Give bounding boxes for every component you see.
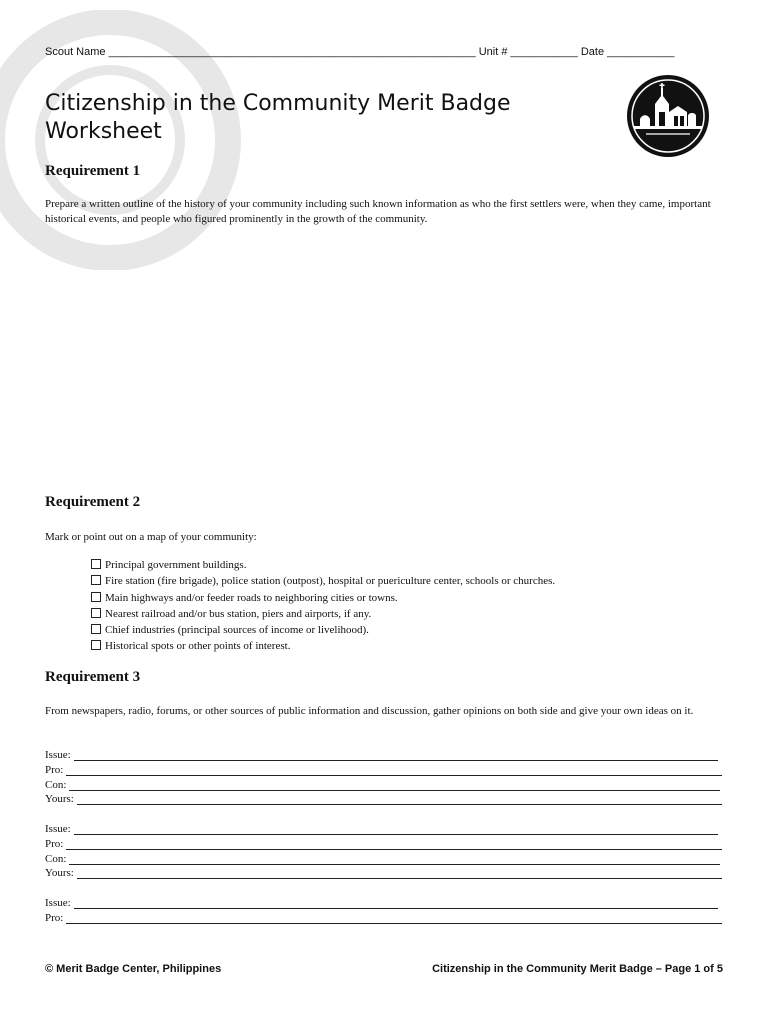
checklist-item[interactable] <box>91 573 555 589</box>
pro-field[interactable] <box>45 911 722 925</box>
issue-label: Issue: <box>45 749 71 761</box>
checklist-item-label: Chief industries (principal sources of income or livelihood). <box>105 624 369 637</box>
checkbox-icon[interactable] <box>91 592 101 602</box>
checklist-item-label: Main highways and/or feeder roads to neighboring cities or towns. <box>105 591 398 604</box>
yours-label: Yours: <box>45 793 74 805</box>
con-field[interactable] <box>45 778 720 792</box>
answer-line[interactable] <box>74 898 718 909</box>
answer-line[interactable] <box>74 750 718 761</box>
answer-line[interactable] <box>69 854 720 865</box>
checkbox-icon[interactable] <box>91 624 101 634</box>
page-title <box>45 90 605 146</box>
answer-line[interactable] <box>77 794 722 805</box>
pro-field[interactable] <box>45 763 722 777</box>
answer-line[interactable] <box>77 868 722 879</box>
requirement-1-answer-area[interactable] <box>45 240 725 480</box>
scout-name-unit-date-line[interactable]: Scout Name ____________________________________________________________ Unit # ___________ Date ___________ <box>45 46 675 58</box>
pro-field[interactable] <box>45 837 722 851</box>
requirement-2-heading: Requirement 2 <box>45 494 141 510</box>
yours-label: Yours: <box>45 867 74 879</box>
checkbox-icon[interactable] <box>91 608 101 618</box>
answer-line[interactable] <box>66 839 722 850</box>
checklist-item-label: Principal government buildings. <box>105 559 247 571</box>
issue-field[interactable] <box>45 896 718 910</box>
map-checklist <box>91 557 555 655</box>
checklist-item[interactable] <box>91 590 555 606</box>
requirement-3-text: From newspapers, radio, forums, or other sources of public information and discussion, gather opinions on both side and give your own ideas on it. <box>45 705 694 717</box>
pro-label: Pro: <box>45 838 64 850</box>
yours-field[interactable] <box>45 866 722 880</box>
checklist-item[interactable] <box>91 622 555 638</box>
answer-line[interactable] <box>66 913 722 924</box>
church-emblem-icon <box>626 74 710 158</box>
answer-line[interactable] <box>66 765 722 776</box>
issue-field[interactable] <box>45 748 718 762</box>
checkbox-icon[interactable] <box>91 575 101 585</box>
issue-label: Issue: <box>45 897 71 909</box>
con-label: Con: <box>45 853 67 865</box>
checkbox-icon[interactable] <box>91 640 101 650</box>
pro-label: Pro: <box>45 764 64 776</box>
checklist-item-label: Historical spots or other points of interest. <box>105 640 291 653</box>
checklist-item[interactable] <box>91 557 555 573</box>
checkbox-icon[interactable] <box>91 559 101 569</box>
con-field[interactable] <box>45 852 720 866</box>
requirement-1-heading: Requirement 1 <box>45 163 141 179</box>
checklist-item-label: Fire station (fire brigade), police station (outpost), hospital or puericulture center, schools or churches. <box>105 575 556 588</box>
requirement-1-text: Prepare a written outline of the history of your community including such known information as who the first settlers were, when they came, important historical events, and people who figured prominently in the growth of the community. <box>45 198 711 225</box>
requirement-3-heading: Requirement 3 <box>45 669 141 685</box>
title-line-2: Worksheet <box>45 119 162 144</box>
answer-line[interactable] <box>69 780 720 791</box>
requirement-2-text: Mark or point out on a map of your community: <box>45 531 257 543</box>
title-line-1: Citizenship in the Community Merit Badge <box>45 91 511 116</box>
checklist-item[interactable] <box>91 606 555 622</box>
yours-field[interactable] <box>45 792 722 806</box>
con-label: Con: <box>45 779 67 791</box>
checklist-item[interactable] <box>91 638 555 654</box>
footer-page-info: Citizenship in the Community Merit Badge – Page 1 of 5 <box>432 963 723 975</box>
pro-label: Pro: <box>45 912 64 924</box>
footer-copyright: © Merit Badge Center, Philippines <box>45 963 222 975</box>
checklist-item-label: Nearest railroad and/or bus station, piers and airports, if any. <box>105 607 372 620</box>
answer-line[interactable] <box>74 824 718 835</box>
issue-label: Issue: <box>45 823 71 835</box>
issue-field[interactable] <box>45 822 718 836</box>
